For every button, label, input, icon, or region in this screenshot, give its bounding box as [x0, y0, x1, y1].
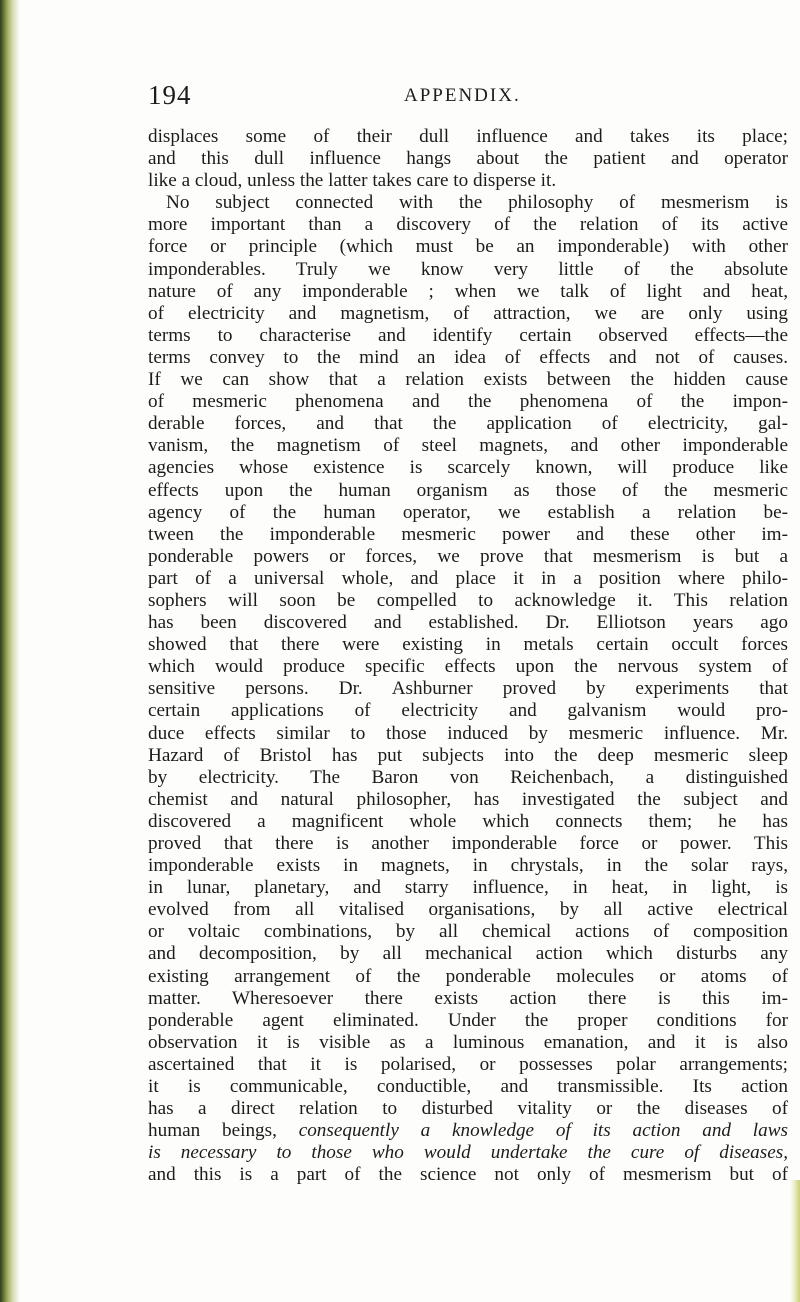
text-line: certain applications of electricity and galvanism would pro-	[148, 700, 788, 722]
text-line: matter. Wheresoever there exists action there is this im-	[148, 987, 788, 1009]
text-line: tween the imponderable mesmeric power and these other im-	[148, 523, 788, 545]
text-line: has been discovered and established. Dr. Elliotson years ago	[148, 612, 788, 634]
text-line: showed that there were existing in metals certain occult forces	[148, 634, 788, 656]
text-line: Hazard of Bristol has put subjects into the deep mesmeric sleep	[148, 744, 788, 766]
page-binding-edge	[0, 0, 20, 1302]
text-line: it is communicable, conductible, and transmissible. Its action	[148, 1076, 788, 1098]
text-line: and this is a part of the science not only of mesmerism but of	[148, 1164, 788, 1186]
text-line: has a direct relation to disturbed vitality or the diseases of	[148, 1098, 788, 1120]
text-line: nature of any imponderable ; when we talk of light and heat,	[148, 280, 788, 302]
text-line: chemist and natural philosopher, has investigated the subject and	[148, 788, 788, 810]
italic-text: is necessary to those who would undertake the cure of diseases,	[148, 1142, 788, 1164]
text-line: observation it is visible as a luminous emanation, and it is also	[148, 1031, 788, 1053]
page-number: 194	[148, 80, 192, 110]
text-line: by electricity. The Baron von Reichenbach, a distinguished	[148, 766, 788, 788]
text-line: ponderable agent eliminated. Under the proper conditions for	[148, 1009, 788, 1031]
text-line-italic	[148, 1142, 788, 1164]
text-line: existing arrangement of the ponderable molecules or atoms of	[148, 965, 788, 987]
text-line: agencies whose existence is scarcely known, will produce like	[148, 457, 788, 479]
page-edge-stain	[790, 1180, 800, 1302]
text-line: sensitive persons. Dr. Ashburner proved by experiments that	[148, 678, 788, 700]
text-line: imponderable exists in magnets, in chrystals, in the solar rays,	[148, 855, 788, 877]
body-text	[148, 126, 788, 1187]
italic-text: consequently a knowledge of its action and laws	[298, 1120, 788, 1142]
text-line: discovered a magnificent whole which connects them; he has	[148, 810, 788, 832]
text-line: and decomposition, by all mechanical action which disturbs any	[148, 943, 788, 965]
page-header	[148, 80, 788, 114]
text-line: proved that there is another imponderable force or power. This	[148, 833, 788, 854]
text-line: like a cloud, unless the latter takes care to disperse it.	[148, 170, 557, 192]
text-line: If we can show that a relation exists between the hidden cause	[148, 369, 788, 391]
plain-text: human beings,	[148, 1120, 299, 1142]
text-line: vanism, the magnetism of steel magnets, and other imponderable	[148, 435, 788, 457]
running-head: APPENDIX.	[404, 85, 521, 106]
text-line: No subject connected with the philosophy of mesmerism is	[166, 192, 788, 214]
text-line: effects upon the human organism as those of the mesmeric	[148, 479, 788, 501]
text-line: of mesmeric phenomena and the phenomena of the impon-	[148, 391, 788, 413]
text-line: terms convey to the mind an idea of effects and not of causes.	[148, 346, 788, 368]
text-line: which would produce specific effects upon the nervous system of	[148, 656, 788, 678]
text-line: terms to characterise and identify certain observed effects—the	[148, 324, 788, 346]
text-line: agency of the human operator, we establish a relation be-	[148, 501, 788, 523]
text-line-mixed	[148, 1120, 788, 1142]
text-line: derable forces, and that the application of electricity, gal-	[148, 413, 788, 435]
text-line: in lunar, planetary, and starry influence, in heat, in light, is	[148, 877, 788, 899]
text-line: sophers will soon be compelled to acknowledge it. This relation	[148, 589, 788, 611]
text-line: imponderables. Truly we know very little of the absolute	[148, 258, 788, 280]
text-line: part of a universal whole, and place it in a position where philo-	[148, 567, 788, 589]
text-line: ponderable powers or forces, we prove that mesmerism is but a	[148, 545, 788, 567]
text-line: force or principle (which must be an imponderable) with other	[148, 236, 788, 258]
text-line: of electricity and magnetism, of attraction, we are only using	[148, 302, 788, 324]
text-line: displaces some of their dull influence and takes its place;	[148, 126, 788, 147]
text-line: duce effects similar to those induced by mesmeric influence. Mr.	[148, 722, 788, 744]
text-line: evolved from all vitalised organisations, by all active electrical	[148, 899, 788, 921]
text-line: ascertained that it is polarised, or possesses polar arrangements;	[148, 1053, 788, 1075]
text-line: and this dull influence hangs about the patient and operator	[148, 148, 788, 170]
text-line: more important than a discovery of the relation of its active	[148, 214, 788, 236]
text-line: or voltaic combinations, by all chemical actions of composition	[148, 921, 788, 943]
